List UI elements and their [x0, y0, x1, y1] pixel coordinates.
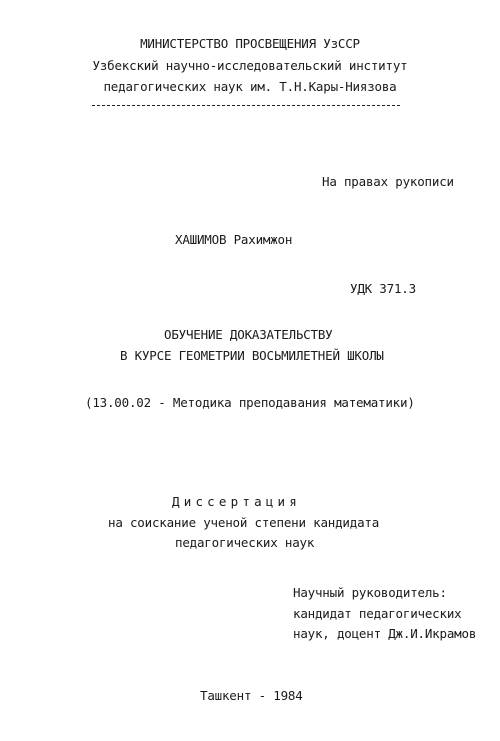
supervisor-line1: Научный руководитель:	[293, 585, 447, 600]
supervisor-line2: кандидат педагогических	[293, 606, 462, 621]
header-divider	[92, 105, 400, 106]
place-and-year: Ташкент - 1984	[200, 688, 303, 703]
udk-code: УДК 371.3	[350, 281, 416, 296]
author-name: ХАШИМОВ Рахимжон	[175, 232, 293, 247]
supervisor-line3: наук, доцент Дж.И.Икрамов	[293, 626, 477, 641]
specialty-code: (13.00.02 - Методика преподавания математики)	[85, 395, 415, 410]
title-line1: ОБУЧЕНИЕ ДОКАЗАТЕЛЬСТВУ	[164, 327, 333, 342]
degree-line1: на соискание ученой степени кандидата	[108, 515, 380, 530]
institute-name-line1: Узбекский научно-исследовательский институт	[92, 58, 408, 73]
institute-name-line2: педагогических наук им. Т.Н.Кары-Ниязова	[103, 79, 397, 94]
degree-line2: педагогических наук	[175, 535, 315, 550]
document-type-heading: Диссертация	[172, 494, 301, 509]
title-line2: В КУРСЕ ГЕОМЕТРИИ ВОСЬМИЛЕТНЕЙ ШКОЛЫ	[120, 348, 384, 363]
ministry-name: МИНИСТЕРСТВО ПРОСВЕЩЕНИЯ УзССР	[140, 36, 360, 51]
rights-note: На правах рукописи	[322, 174, 454, 189]
